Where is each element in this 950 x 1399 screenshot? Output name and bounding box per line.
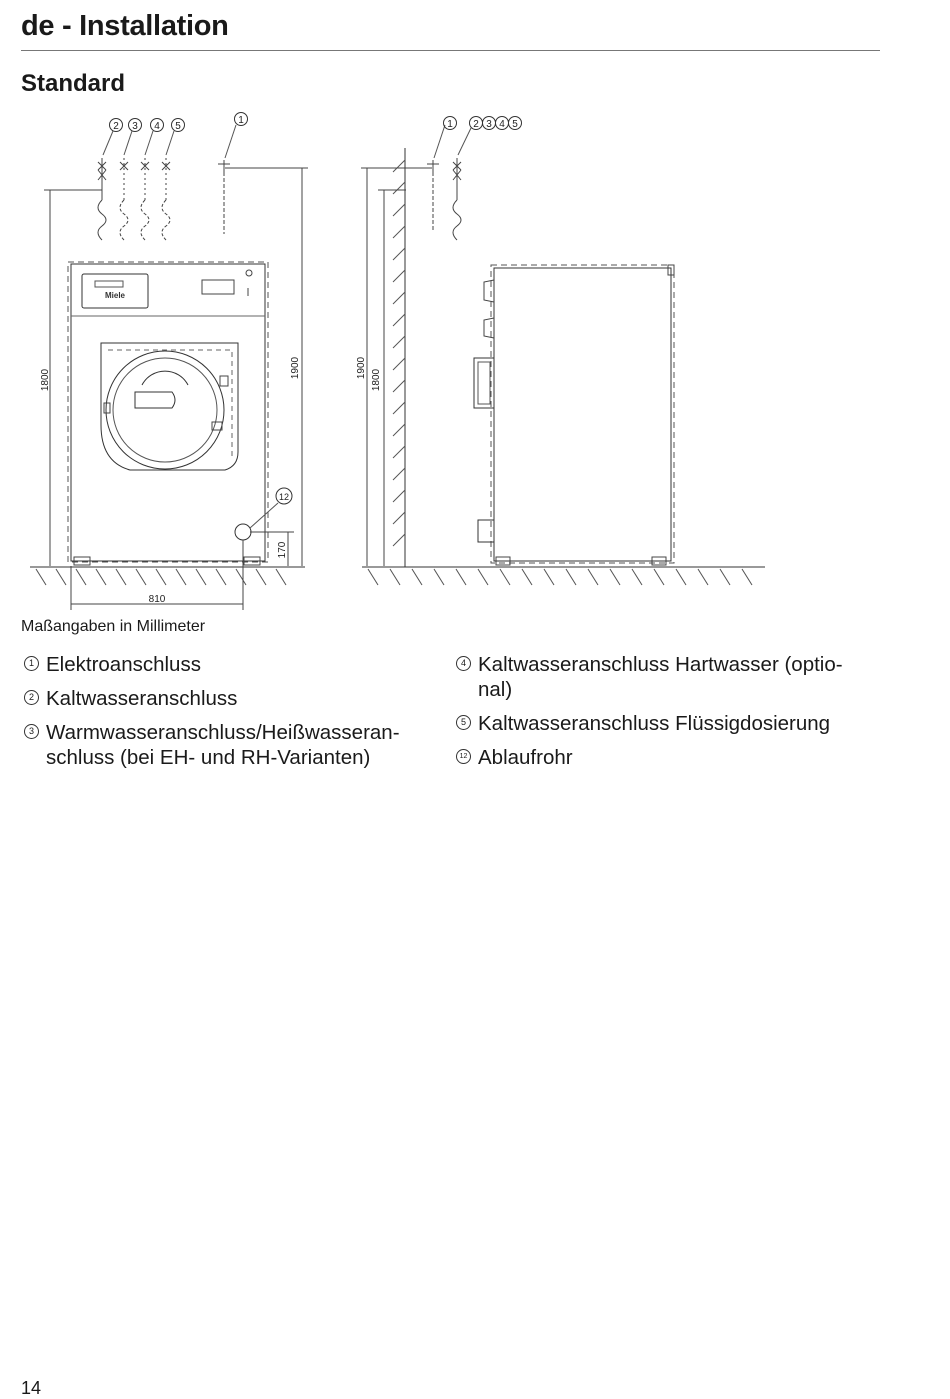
callout-front-12 [276,488,292,504]
legend-right [456,652,876,779]
dim-front-width: 810 [148,594,166,605]
section-title: Standard [21,70,126,97]
brand-logo: Miele [104,291,126,300]
svg-text:4: 4 [499,119,505,130]
callout-front-3 [129,119,142,133]
callout-front-1 [235,113,248,127]
header-rule [21,50,880,51]
legend-number: 4 [456,652,478,702]
legend-text: Kaltwasseranschluss [46,687,238,710]
svg-text:5: 5 [512,119,518,130]
legend-number: 1 [24,652,46,677]
dim-side-height-total: 1800 [371,368,382,392]
svg-text:12: 12 [278,492,290,502]
callout-side-5 [509,117,522,131]
legend-number: 12 [456,745,478,770]
svg-text:3: 3 [132,121,138,132]
legend-number: 2 [24,686,46,711]
legend-left [24,652,424,779]
legend-item [456,652,876,702]
svg-text:2: 2 [473,119,479,130]
dim-front-height-connection: 1900 [290,356,301,380]
legend-item [456,711,876,736]
dim-front-drain-height: 170 [277,541,288,559]
front-view [30,125,308,610]
legend-text: Warmwasseranschluss/Heißwasseran- schluss (bei EH- und RH-Varianten) [46,721,400,769]
page-header-title: de - Installation [21,10,229,42]
callout-front-2 [110,119,123,133]
legend-item [24,720,424,770]
callout-side-2 [470,117,483,131]
svg-text:1: 1 [238,115,244,126]
svg-text:1: 1 [447,119,453,130]
callout-side-1 [444,117,457,131]
legend-number: 5 [456,711,478,736]
legend-text: Elektroanschluss [46,653,201,676]
installation-diagram [0,100,950,610]
legend-number: 3 [24,720,46,770]
legend-text: Ablaufrohr [478,746,573,769]
legend-item [24,686,424,711]
legend-item [456,745,876,770]
svg-text:3: 3 [486,119,492,130]
callout-front-4 [151,119,164,133]
callout-side-3 [483,117,496,131]
side-view [361,125,765,585]
svg-text:2: 2 [113,121,119,132]
legend-text: Kaltwasseranschluss Hartwasser (optio- nal) [478,653,843,701]
dim-side-height-connection: 1900 [356,356,367,380]
dim-front-height-total: 1800 [40,368,51,392]
legend-item [24,652,424,677]
callout-side-4 [496,117,509,131]
legend-text: Kaltwasseranschluss Flüssigdosierung [478,712,831,735]
page-number: 14 [21,1378,42,1398]
callout-front-5 [172,119,185,133]
diagram-caption: Maßangaben in Millimeter [21,618,206,635]
svg-text:5: 5 [175,121,181,132]
svg-text:4: 4 [154,121,160,132]
